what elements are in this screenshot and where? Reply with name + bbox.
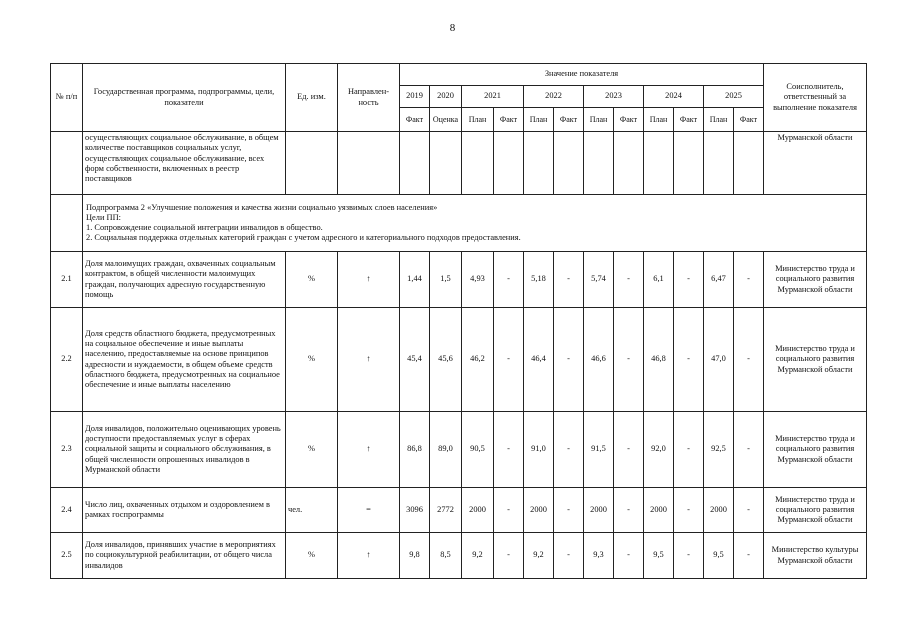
row-num: 2.3 xyxy=(51,412,83,488)
value-cell: 2000 xyxy=(704,488,734,533)
value-cell: - xyxy=(674,533,704,579)
sub-plan: План xyxy=(462,108,494,132)
sub-fact: Факт xyxy=(400,108,430,132)
sub-fact: Факт xyxy=(614,108,644,132)
value-cell: 46,6 xyxy=(584,308,614,412)
value-cell: 9,5 xyxy=(644,533,674,579)
value-cell: - xyxy=(734,308,764,412)
row-direction: ↑ xyxy=(338,412,400,488)
value-cell: - xyxy=(614,308,644,412)
row-unit: чел. xyxy=(286,488,338,533)
value-cell: - xyxy=(494,533,524,579)
value-cell: 8,5 xyxy=(430,533,462,579)
continuation-executor: Мурманской области xyxy=(764,132,867,195)
value-cell: - xyxy=(494,412,524,488)
value-cell: - xyxy=(734,533,764,579)
value-cell: 2000 xyxy=(524,488,554,533)
value-cell: - xyxy=(734,412,764,488)
value-cell: 46,2 xyxy=(462,308,494,412)
sub-plan: План xyxy=(704,108,734,132)
row-direction: ↑ xyxy=(338,252,400,308)
value-cell: 9,8 xyxy=(400,533,430,579)
value-cell: 91,0 xyxy=(524,412,554,488)
continuation-row xyxy=(51,132,867,195)
header-values: Значение показателя xyxy=(400,64,764,86)
page-number: 8 xyxy=(449,22,456,34)
row-name: Доля инвалидов, принявших участие в мероприятиях по социокультурной реабилитации, от общего числа инвалидов xyxy=(83,533,286,579)
header-unit: Ед. изм. xyxy=(286,64,338,132)
table-row xyxy=(51,412,867,488)
row-unit: % xyxy=(286,533,338,579)
row-executor: Министерство культуры Мурманской области xyxy=(764,533,867,579)
row-unit: % xyxy=(286,308,338,412)
sub-plan: План xyxy=(584,108,614,132)
row-executor: Министерство труда и социального развития Мурманской области xyxy=(764,488,867,533)
year-2024: 2024 xyxy=(644,86,704,108)
year-2019: 2019 xyxy=(400,86,430,108)
value-cell: - xyxy=(674,412,704,488)
value-cell: 90,5 xyxy=(462,412,494,488)
table-row xyxy=(51,533,867,579)
header-direction: Направлен-ность xyxy=(338,64,400,132)
year-2025: 2025 xyxy=(704,86,764,108)
value-cell: 1,5 xyxy=(430,252,462,308)
value-cell: 9,5 xyxy=(704,533,734,579)
value-cell: - xyxy=(494,252,524,308)
row-executor: Министерство труда и социального развития Мурманской области xyxy=(764,412,867,488)
value-cell: 86,8 xyxy=(400,412,430,488)
value-cell: 6,47 xyxy=(704,252,734,308)
value-cell: 92,0 xyxy=(644,412,674,488)
value-cell: - xyxy=(614,533,644,579)
header-executor: Соисполнитель, ответственный за выполнение показателя xyxy=(764,64,867,132)
table-row xyxy=(51,488,867,533)
value-cell: 6,1 xyxy=(644,252,674,308)
value-cell: - xyxy=(554,252,584,308)
year-2023: 2023 xyxy=(584,86,644,108)
value-cell: 2000 xyxy=(644,488,674,533)
row-unit: % xyxy=(286,412,338,488)
sub-estimate: Оценка xyxy=(430,108,462,132)
header-name: Государственная программа, подпрограммы, цели, показатели xyxy=(83,64,286,132)
sub-fact: Факт xyxy=(554,108,584,132)
value-cell: 5,74 xyxy=(584,252,614,308)
table-row xyxy=(51,308,867,412)
value-cell: 5,18 xyxy=(524,252,554,308)
value-cell: - xyxy=(734,488,764,533)
sub-fact: Факт xyxy=(734,108,764,132)
value-cell: 9,2 xyxy=(524,533,554,579)
row-direction: ↑ xyxy=(338,533,400,579)
indicators-table xyxy=(50,63,867,579)
value-cell: 46,4 xyxy=(524,308,554,412)
sub-plan: План xyxy=(524,108,554,132)
value-cell: 4,93 xyxy=(462,252,494,308)
value-cell: - xyxy=(494,488,524,533)
value-cell: - xyxy=(614,412,644,488)
row-num: 2.5 xyxy=(51,533,83,579)
value-cell: - xyxy=(554,488,584,533)
value-cell: 92,5 xyxy=(704,412,734,488)
sub-plan: План xyxy=(644,108,674,132)
row-name: Доля инвалидов, положительно оценивающих уровень доступности предоставляемых услуг в сферах социальной защиты и социального обслуживания, в общей численности опрошенных инвалидов в Мурманской области xyxy=(83,412,286,488)
value-cell: - xyxy=(554,533,584,579)
sub-fact: Факт xyxy=(494,108,524,132)
value-cell: - xyxy=(554,412,584,488)
value-cell: - xyxy=(734,252,764,308)
year-2022: 2022 xyxy=(524,86,584,108)
value-cell: - xyxy=(674,308,704,412)
row-direction: ↑ xyxy=(338,308,400,412)
row-num: 2.2 xyxy=(51,308,83,412)
header-num: № п/п xyxy=(51,64,83,132)
subprogram-goal-2: 2. Социальная поддержка отдельных категорий граждан с учетом адресного и категориального подходов предоставления. xyxy=(86,233,521,243)
row-direction: = xyxy=(338,488,400,533)
subprogram-row xyxy=(51,195,867,252)
value-cell: - xyxy=(614,252,644,308)
row-num: 2.1 xyxy=(51,252,83,308)
value-cell: 9,2 xyxy=(462,533,494,579)
value-cell: 45,6 xyxy=(430,308,462,412)
value-cell: 9,3 xyxy=(584,533,614,579)
row-executor: Министерство труда и социального развития Мурманской области xyxy=(764,308,867,412)
value-cell: 3096 xyxy=(400,488,430,533)
subprogram-title: Подпрограмма 2 «Улучшение положения и качества жизни социально уязвимых слоев населения» xyxy=(86,202,438,212)
subprogram-goals-label: Цели ПП: xyxy=(86,212,121,222)
value-cell: 46,8 xyxy=(644,308,674,412)
continuation-name: осуществляющих социальное обслуживание, в общем количестве поставщиков социальных услуг, осуществляющих социальное обслуживание, всех форм собственности, включенных в реестр поставщиков xyxy=(83,132,286,195)
subprogram-goal-1: 1. Сопровождение социальной интеграции инвалидов в общество. xyxy=(86,223,323,232)
value-cell: 2772 xyxy=(430,488,462,533)
value-cell: - xyxy=(554,308,584,412)
value-cell: - xyxy=(674,252,704,308)
row-unit: % xyxy=(286,252,338,308)
row-name: Доля малоимущих граждан, охваченных социальным контрактом, в общей численности малоимущих граждан, получающих адресную государственную помощь xyxy=(83,252,286,308)
value-cell: 47,0 xyxy=(704,308,734,412)
year-2020: 2020 xyxy=(430,86,462,108)
year-2021: 2021 xyxy=(462,86,524,108)
value-cell: 45,4 xyxy=(400,308,430,412)
value-cell: 1,44 xyxy=(400,252,430,308)
row-name: Доля средств областного бюджета, предусмотренных на социальное обеспечение и иные выплаты населению, предоставляемые на основе принципов адресности и нуждаемости, в общем объеме средств областного бюджета, предусмотренных на социальное обеспечение и иные выплаты населению xyxy=(83,308,286,412)
row-executor: Министерство труда и социального развития Мурманской области xyxy=(764,252,867,308)
value-cell: 89,0 xyxy=(430,412,462,488)
sub-fact: Факт xyxy=(674,108,704,132)
value-cell: 2000 xyxy=(462,488,494,533)
row-name: Число лиц, охваченных отдыхом и оздоровлением в рамках госпрограммы xyxy=(83,488,286,533)
value-cell: 91,5 xyxy=(584,412,614,488)
value-cell: - xyxy=(674,488,704,533)
value-cell: 2000 xyxy=(584,488,614,533)
value-cell: - xyxy=(614,488,644,533)
value-cell: - xyxy=(494,308,524,412)
table-row xyxy=(51,252,867,308)
row-num: 2.4 xyxy=(51,488,83,533)
subprogram-text xyxy=(83,195,867,252)
